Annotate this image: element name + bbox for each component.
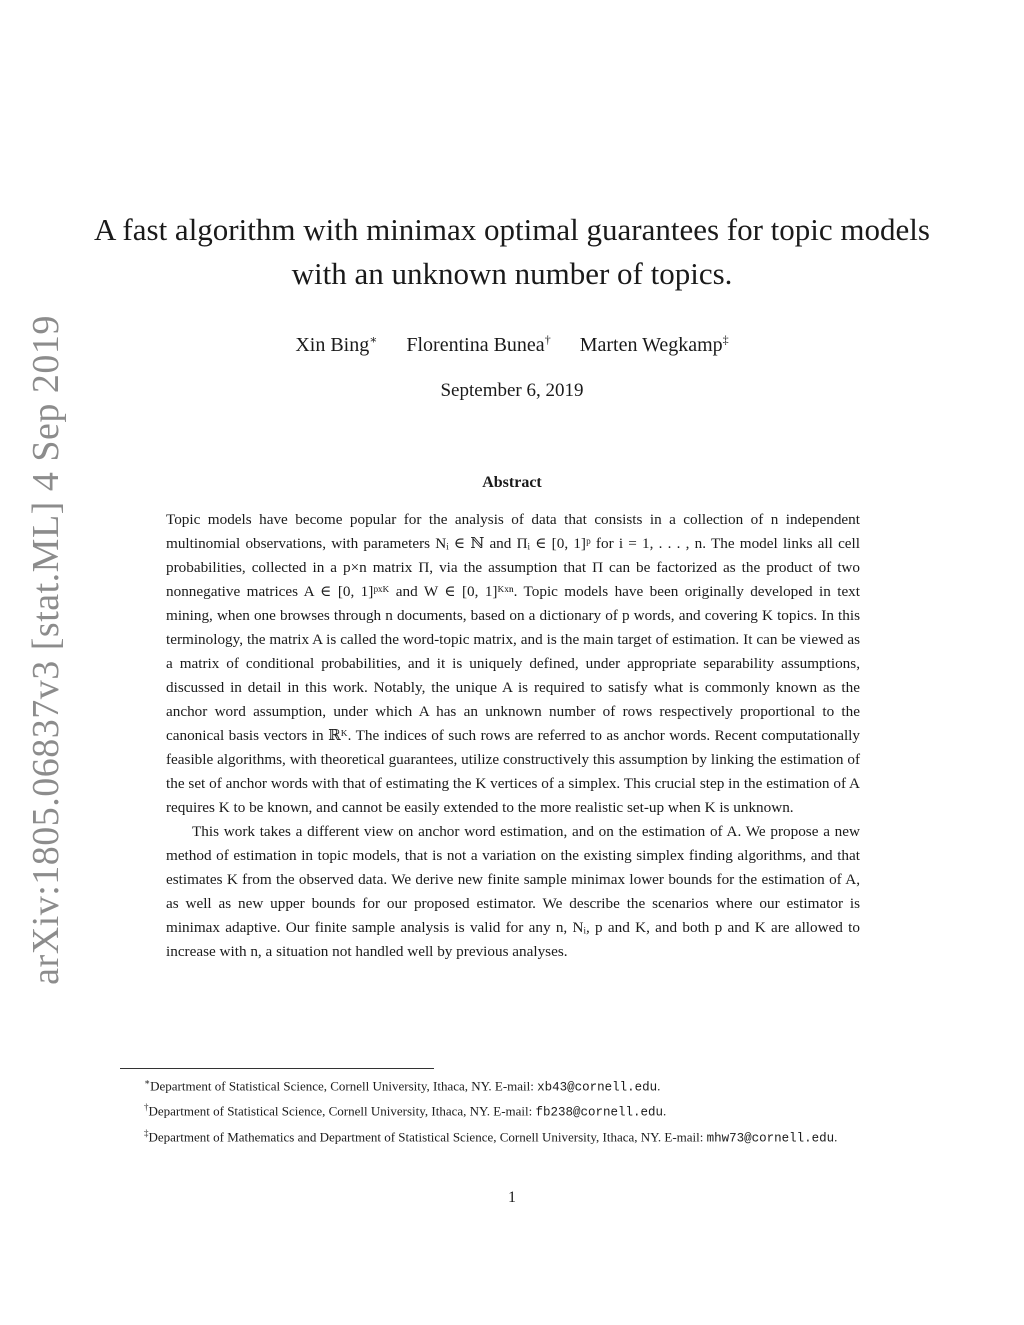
author-footnote-mark: ‡ — [722, 332, 729, 346]
footnote-end: . — [663, 1103, 667, 1119]
footnote-text: Department of Statistical Science, Cornell University, Ithaca, NY. E-mail: — [148, 1103, 536, 1119]
footnote-end: . — [657, 1078, 661, 1094]
arxiv-identifier-text: arXiv:1805.06837v3 [stat.ML] 4 Sep 2019 — [25, 315, 67, 985]
footnotes — [120, 1072, 904, 1148]
title-line-2: with an unknown number of topics. — [291, 256, 733, 291]
footnote-text: Department of Mathematics and Department of Statistical Science, Cornell University, Ithaca, NY. E-mail: — [148, 1128, 707, 1144]
author-name: Xin Bing — [295, 333, 370, 356]
footnote-mark: ∗ — [144, 1077, 151, 1087]
author-1 — [295, 334, 377, 356]
footnote-mark: † — [144, 1102, 149, 1113]
publication-date: September 6, 2019 — [440, 380, 584, 401]
paper-title — [90, 208, 934, 296]
arxiv-identifier-stamp — [20, 315, 72, 985]
footnote-end: . — [834, 1128, 838, 1144]
author-list — [0, 332, 1024, 357]
author-name: Marten Wegkamp — [579, 333, 723, 356]
author-name: Florentina Bunea — [406, 333, 545, 356]
author-3 — [580, 334, 729, 356]
email-link[interactable]: mhw73@cornell.edu — [706, 1130, 835, 1145]
abstract-heading: Abstract — [482, 474, 542, 491]
email-link[interactable]: xb43@cornell.edu — [537, 1080, 658, 1095]
footnote-2 — [120, 1097, 904, 1122]
abstract-body — [166, 508, 860, 964]
email-link[interactable]: fb238@cornell.edu — [535, 1105, 664, 1120]
title-line-1: A fast algorithm with minimax optimal guarantees for topic models — [94, 212, 930, 247]
footnote-divider — [120, 1068, 434, 1069]
abstract-paragraph-1: Topic models have become popular for the analysis of data that consists in a collection of n independent multinomial observations, with parameters Nᵢ ∈ ℕ and Πᵢ ∈ [0, 1]ᵖ for i = 1, . . . , n. The model links all cell probabilities, collected in a p×n matrix Π, via the assumption that Π can be factorized as the product of two nonnegative matrices A ∈ [0, 1]ᵖˣᴷ and W ∈ [0, 1]ᴷˣⁿ. Topic models have been originally developed in text mining, when one browses through n documents, based on a dictionary of p words, and covering K topics. In this terminology, the matrix A is called the word-topic matrix, and is the main target of estimation. It can be viewed as a matrix of conditional probabilities, and it is uniquely defined, under appropriate separability assumptions, discussed in detail in this work. Notably, the unique A is required to satisfy what is commonly known as the anchor word assumption, under which A has an unknown number of rows respectively proportional to the canonical basis vectors in ℝᴷ. The indices of such rows are referred to as anchor words. Recent computationally feasible algorithms, with theoretical guarantees, utilize constructively this assumption by linking the estimation of the set of anchor words with that of estimating the K vertices of a simplex. This crucial step in the estimation of A requires K to be known, and cannot be easily extended to the more realistic set-up when K is unknown. — [166, 511, 860, 816]
author-footnote-mark: ∗ — [369, 332, 378, 346]
footnote-1 — [120, 1072, 904, 1097]
page-number: 1 — [508, 1189, 516, 1206]
footnote-3 — [120, 1123, 904, 1148]
author-footnote-mark: † — [544, 332, 551, 346]
footnote-text: Department of Statistical Science, Cornell University, Ithaca, NY. E-mail: — [150, 1078, 538, 1094]
author-2 — [406, 334, 550, 356]
abstract-paragraph-2: This work takes a different view on anchor word estimation, and on the estimation of A. We propose a new method of estimation in topic models, that is not a variation on the existing simplex finding algorithms, and that estimates K from the observed data. We derive new finite sample minimax lower bounds for the estimation of A, as well as new upper bounds for our proposed estimator. We describe the scenarios where our estimator is minimax adaptive. Our finite sample analysis is valid for any n, Nᵢ, p and K, and both p and K are allowed to increase with n, a situation not handled well by previous analyses. — [166, 823, 860, 960]
footnote-mark: ‡ — [144, 1127, 149, 1138]
